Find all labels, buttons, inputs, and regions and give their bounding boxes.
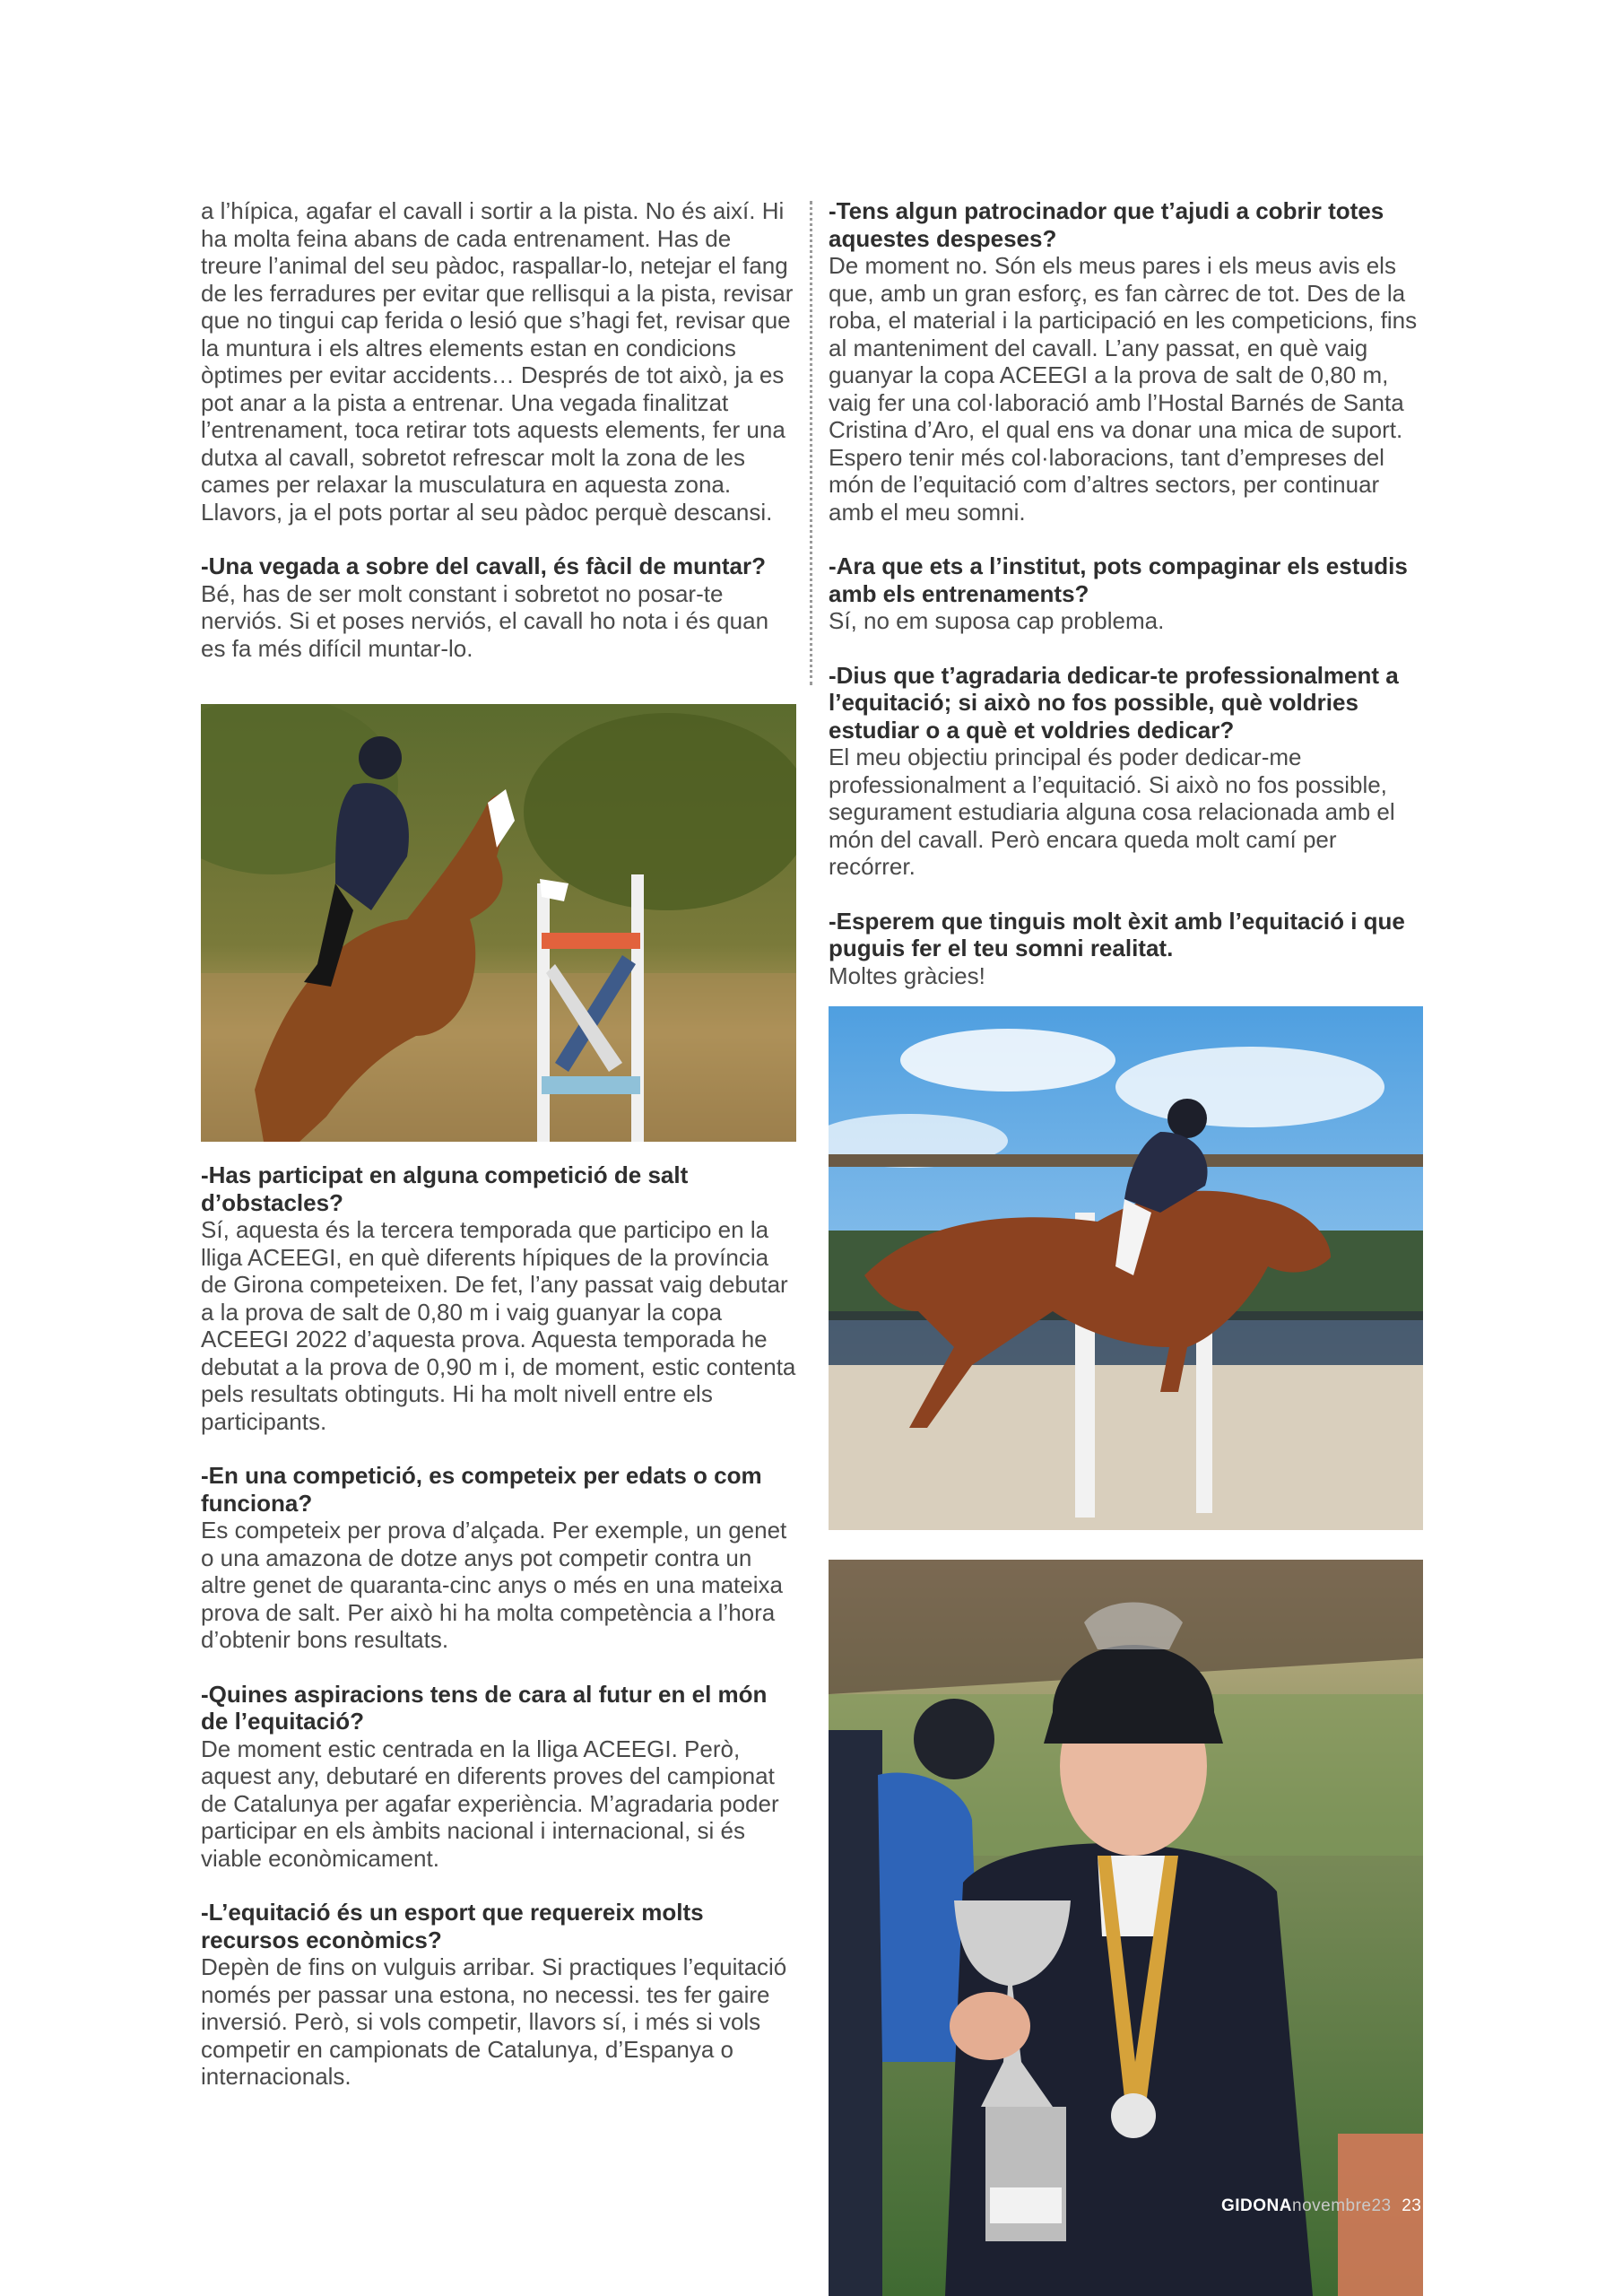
- paragraph-gap: [829, 526, 1426, 552]
- show-jumping-photo-right: [829, 1006, 1423, 1530]
- trophy-portrait-photo: [829, 1560, 1423, 2296]
- interview-question: -Quines aspiracions tens de cara al futur en el món de l’equitació?: [201, 1680, 768, 1735]
- interview-answer: Es competeix per prova d’alçada. Per exemple, un genet o una amazona de dotze anys pot competir contra un altre genet de quaranta-cinc anys o més en una mateixa prova de salt. Per això hi ha molta competència a l’hora d’obtenir bons resultats.: [201, 1517, 787, 1653]
- interview-answer: Sí, aquesta és la tercera temporada que participo en la lliga ACEEGI, en què diferents hípiques de la província de Girona competeixen. De fet, l’any passat vaig debutar a la prova de salt de 0,80 m i vaig guanyar la copa ACEEGI 2022 d’aquesta prova. Aquesta temporada he debutat a la prova de 0,90 m i, de moment, estic contenta pels resultats obtinguts. Hi ha molt nivell entre els participants.: [201, 1216, 796, 1435]
- interview-answer: Moltes gràcies!: [829, 961, 985, 989]
- paragraph-gap: [201, 1872, 798, 1899]
- footer-issue: novembre23: [1292, 2196, 1392, 2215]
- interview-answer: El meu objectiu principal és poder dedicar-me professionalment a l’equitació. Si això no fos possible, segurament estudiaria alguna cosa relacionada amb el món del cavall. Però encara queda molt camí per recórrer.: [829, 744, 1395, 880]
- page-footer: [1221, 2196, 1421, 2216]
- paragraph-gap: [829, 635, 1426, 662]
- interview-answer: Bé, has de ser molt constant i sobretot no posar-te nerviós. Si et poses nerviós, el cavall ho nota i és quan es fa més difícil muntar-lo.: [201, 579, 769, 662]
- interview-question: -Esperem que tinguis molt èxit amb l’equitació i que puguis fer el teu somni realitat.: [829, 907, 1405, 961]
- page-number: 23: [1402, 2196, 1422, 2215]
- interview-answer: De moment no. Són els meus pares i els meus avis els que, amb un gran esforç, es fan càrrec de tot. Des de la roba, el material i la participació en les competicions, fins al manteniment del cavall. L’any passat, en què vaig guanyar la copa ACEEGI a la prova de salt de 0,80 m, vaig fer una col·laboració amb l’Hostal Barnés de Santa Cristina d’Aro, el qual ens va donar una mica de suport. Espero tenir més col·laboracions, tant d’empreses del món de l’equitació com d’altres sectors, per continuar amb el meu somni.: [829, 252, 1418, 526]
- interview-answer: a l’hípica, agafar el cavall i sortir a la pista. No és així. Hi ha molta feina abans de cada entrenament. Has de treure l’animal del seu pàdoc, raspallar-lo, netejar el fang de les ferradures per evitar que rellisqui a la pista, revisar que no tingui cap ferida o lesió que s’hagi fet, revisar que la muntura i els altres elements estan en condicions òptimes per evitar accidents… Després de tot això, ja es pot anar a la pista a entrenar. Una vegada finalitzat l’entrenament, toca retirar tots aquests elements, fer una dutxa al cavall, sobretot refrescar molt la zona de les cames per relaxar la musculatura en aquesta zona. Llavors, ja el pots portar al seu pàdoc perquè descansi.: [201, 197, 794, 526]
- left-column-bottom: [201, 1161, 798, 2091]
- paragraph-gap: [201, 1654, 798, 1681]
- interview-answer: De moment estic centrada en la lliga ACEEGI. Però, aquest any, debutaré en diferents proves del campionat de Catalunya per agafar experiència. M’agradaria poder participar en els àmbits nacional i internacional, si és viable econòmicament.: [201, 1735, 779, 1872]
- interview-question: -Dius que t’agradaria dedicar-te professionalment a l’equitació; si això no fos possible, què voldries estudiar o a què et voldries dedicar?: [829, 661, 1399, 744]
- show-jumping-photo-left: [201, 704, 796, 1142]
- interview-question: -Has participat en alguna competició de salt d’obstacles?: [201, 1161, 689, 1216]
- footer-brand: GIDONA: [1221, 2196, 1292, 2215]
- interview-question: -En una competició, es competeix per edats o com funciona?: [201, 1462, 762, 1517]
- interview-answer: Depèn de fins on vulguis arribar. Si practiques l’equitació només per passar una estona, no necessi. tes fer gaire inversió. Però, si vols competir, llavors sí, i més si vols competir en campionats de Catalunya, d’Espanya o internacionals.: [201, 1953, 787, 2090]
- column-divider: [810, 201, 812, 685]
- interview-question: -L’equitació és un esport que requereix molts recursos econòmics?: [201, 1899, 704, 1953]
- paragraph-gap: [829, 881, 1426, 908]
- interview-answer: Sí, no em suposa cap problema.: [829, 607, 1165, 634]
- paragraph-gap: [201, 1435, 798, 1462]
- paragraph-gap: [201, 526, 798, 552]
- left-column-top: [201, 197, 798, 662]
- interview-question: -Ara que ets a l’institut, pots compaginar els estudis amb els entrenaments?: [829, 552, 1408, 607]
- interview-question: -Una vegada a sobre del cavall, és fàcil de muntar?: [201, 552, 767, 579]
- right-column-top: [829, 197, 1426, 989]
- interview-question: -Tens algun patrocinador que t’ajudi a cobrir totes aquestes despeses?: [829, 197, 1384, 252]
